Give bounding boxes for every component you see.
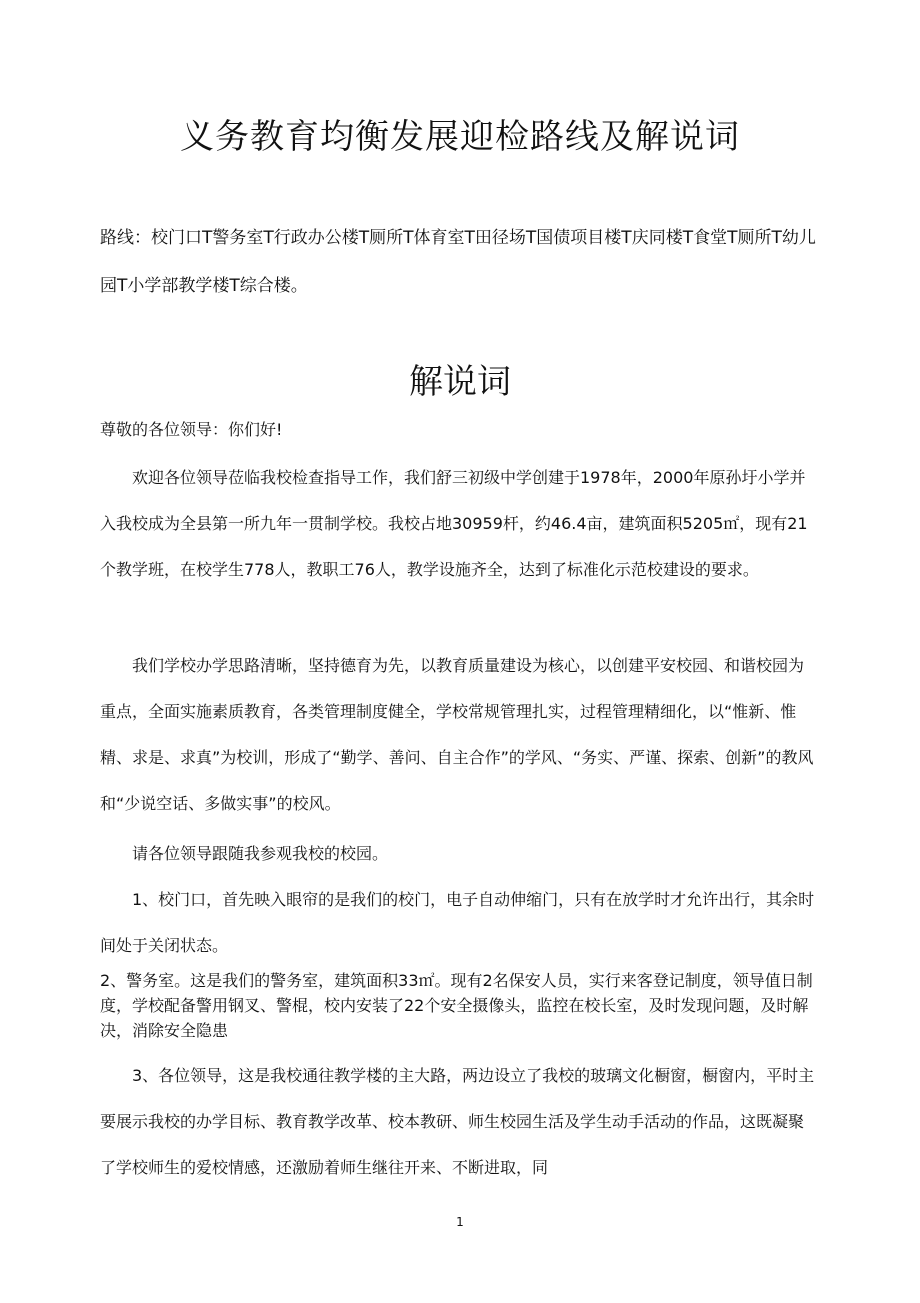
- page-number: 1: [456, 1215, 464, 1229]
- greeting: 尊敬的各位领导：你们好!: [100, 420, 283, 439]
- paragraph-intro: 欢迎各位领导莅临我校检查指导工作，我们舒三初级中学创建于1978年，2000年原孙圩小学并入我校成为全县第一所九年一贯制学校。我校占地30959杆，约46.4亩，建筑面积5205㎡，现有21个教学班，在校学生778人，教职工76人，教学设施齐全，达到了标准化示范校建设的要求。: [100, 468, 808, 579]
- paragraph-philosophy: 我们学校办学思路清晰，坚持德育为先，以教育质量建设为核心，以创建平安校园、和谐校园为重点，全面实施素质教育，各类管理制度健全，学校常规管理扎实，过程管理精细化，以“惟新、惟精、求是、求真”为校训，形成了“勤学、善问、自主合作”的学风、“务实、严谨、探索、创新”的教风和“少说空话、多做实事”的校风。: [100, 656, 814, 813]
- paragraph-invite: 请各位领导跟随我参观我校的校园。: [132, 844, 389, 863]
- document-title: 义务教育均衡发展迎检路线及解说词: [180, 117, 740, 157]
- route-text: 路线：校门口T警务室T行政办公楼T厕所T体育室T田径场T国债项目楼T庆同楼T食堂T厕所T幼儿园T小学部教学楼T综合楼。: [100, 228, 816, 296]
- section-title: 解说词: [409, 362, 511, 402]
- paragraph-police-room: 2、警务室。这是我们的警务室，建筑面积33㎡。现有2名保安人员，实行来客登记制度，领导值日制度，学校配备警用钢叉、警棍，校内安装了22个安全摄像头，监控在校长室，及时发现问题，及时解决，消除安全隐患: [100, 971, 813, 1040]
- paragraph-main-road: 3、各位领导，这是我校通往教学楼的主大路，两边设立了我校的玻璃文化橱窗，橱窗内，平时主要展示我校的办学目标、教育教学改革、校本教研、师生校园生活及学生动手活动的作品，这既凝聚了学校师生的爱校情感，还激励着师生继往开来、不断进取，同: [100, 1066, 815, 1177]
- paragraph-gate: 1、校门口，首先映入眼帘的是我们的校门，电子自动伸缩门，只有在放学时才允许出行，其余时间处于关闭状态。: [100, 890, 815, 955]
